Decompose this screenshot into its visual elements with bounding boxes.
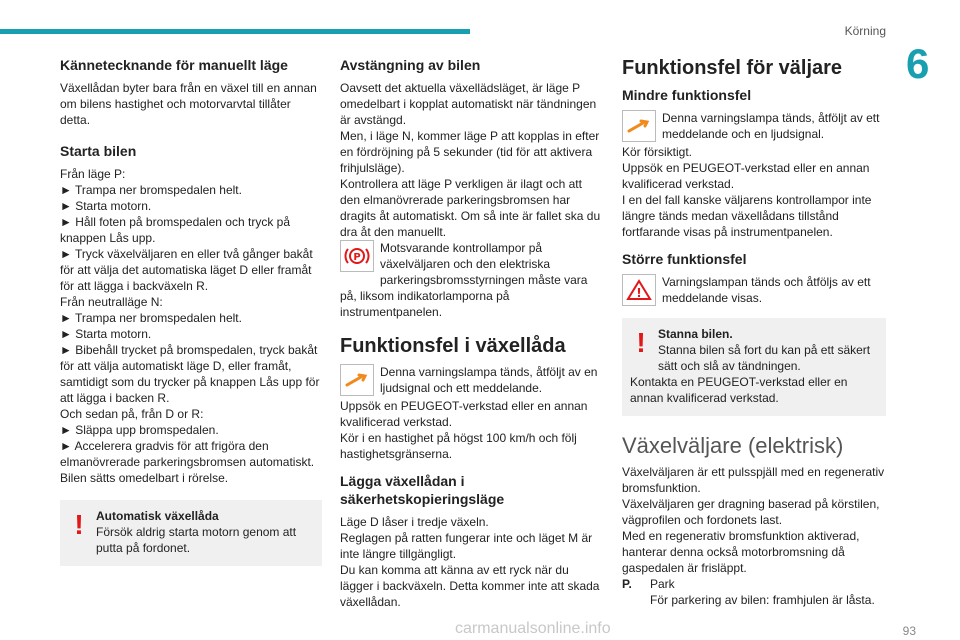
heading-gearbox-fault: Funktionsfel i växellåda (340, 335, 566, 357)
start-line: ► Starta motorn. (60, 199, 152, 213)
note-text-2: Kontakta en PEUGEOT-verkstad eller en annan kvalificerad verkstad. (630, 375, 848, 405)
paragraph-lamps: Motsvarande kontrollampor på växelväljaren och den elektriska parkeringsbromsstyrningen måste vara på, liksom indikatorlamporna på instrumentpanelen. (340, 241, 588, 319)
definition-key: P. (622, 577, 632, 591)
start-line: ► Tryck växelväljaren en eller två gånger bakåt för att välja det automatiska läget D eller framåt för att lägga i backväxeln R. (60, 247, 313, 293)
safe-line: Reglagen på ratten fungerar inte och läget M är inte längre tillgängligt. (340, 531, 593, 561)
heading-major-fault: Större funktionsfel (622, 251, 747, 267)
note-text: Stanna bilen så fort du kan på ett säkert sätt och slå av tändningen. (658, 343, 871, 373)
safe-line: Du kan komma att känna av ett ryck när du lägger i backväxeln. Detta kommer inte att skada växellådan. (340, 563, 600, 609)
off-line: Oavsett det aktuella växellädsläget, är läge P omedelbart i kopplat automatiskt när tändningen är avstängd. (340, 81, 597, 127)
warning-triangle-icon (622, 274, 656, 306)
warning-note-stop (622, 318, 886, 416)
fault-line: Uppsök en PEUGEOT-verkstad eller en annan kvalificerad verkstad. (340, 399, 588, 429)
fault-line: Kör i en hastighet på högst 100 km/h och följ hastighetsgränserna. (340, 431, 577, 461)
exclamation-icon: ! (74, 509, 84, 540)
paragraph-major-lamp: Varningslampan tänds och åtföljs av ett meddelande visas. (662, 275, 871, 305)
column-1 (60, 56, 322, 566)
heading-selector-fault: Funktionsfel för väljare (622, 57, 843, 79)
column-2 (340, 56, 604, 610)
column-3 (622, 56, 886, 608)
start-line: ► Trampa ner bromspedalen helt. (60, 183, 242, 197)
minor-line: Uppsök en PEUGEOT-verkstad eller en annan kvalificerad verkstad. (622, 161, 870, 191)
note-title: Stanna bilen. (658, 327, 733, 341)
electric-line: Med en regenerativ bromsfunktion aktiverad, hanterar denna också motorbromsning då gaspedalen är frisläppt. (622, 529, 860, 575)
heading-manual-mode: Kännetecknande för manuellt läge (60, 57, 288, 73)
page-number: 93 (902, 624, 916, 638)
svg-text:!: ! (636, 286, 642, 300)
note-text: Försök aldrig starta motorn genom att putta på fordonet. (96, 525, 297, 555)
electric-line: Växelväljaren är ett pulsspjäll med en regenerativ bromsfunktion. (622, 465, 885, 495)
section-title: Körning (844, 24, 886, 38)
start-line: ► Accelerera gradvis för att frigöra den elmanövrerade parkeringsbromsen automatiskt. (60, 439, 315, 469)
watermark: carmanualsonline.info (455, 620, 611, 637)
start-line: ► Håll foten på bromspedalen och tryck på knappen Lås upp. (60, 215, 290, 245)
heading-electric-selector: Växelväljare (elektrisk) (622, 433, 844, 458)
start-line: ► Bibehåll trycket på bromspedalen, tryck bakåt för att välja automatiskt läge D, eller framåt, samtidigt som du trycker på knappen Lås upp för att lägga i backen R. (60, 343, 320, 405)
start-line: Bilen sätts omedelbart i rörelse. (60, 471, 229, 485)
wrench-icon (622, 110, 656, 142)
wrench-icon (340, 364, 374, 396)
heading-safe-mode: Lägga växellådan i säkerhetskopieringsläge (340, 473, 505, 507)
start-line: Från neutralläge N: (60, 295, 163, 309)
heading-start-car: Starta bilen (60, 143, 137, 159)
definition-park (622, 576, 886, 608)
paragraph-fault-lamp: Denna varningslampa tänds, åtföljt av en ljudsignal och ett meddelande. (380, 365, 598, 395)
heading-switch-off: Avstängning av bilen (340, 57, 481, 73)
chapter-number: 6 (906, 40, 930, 87)
start-line: ► Trampa ner bromspedalen helt. (60, 311, 242, 325)
start-line: ► Starta motorn. (60, 327, 152, 341)
minor-line: I en del fall kanske väljarens kontrollampor inte längre tänds medan växellådans tillstånd fortfarande visas på instrumentpanelen. (622, 193, 872, 239)
svg-text:P: P (353, 252, 361, 263)
warning-note-automatic (60, 500, 322, 566)
header-accent-bar (0, 29, 470, 34)
parking-brake-warning-icon (340, 240, 374, 272)
start-line: Och sedan på, från D or R: (60, 407, 204, 421)
safe-line: Läge D låser i tredje växeln. (340, 515, 489, 529)
off-line: Men, i läge N, kommer läge P att kopplas in efter en fördröjning på 5 sekunder (tid för att aktivera frihjulsläge). (340, 129, 600, 175)
electric-line: Växelväljaren ger dragning baserad på körstilen, vägprofilen och fordonets last. (622, 497, 880, 527)
start-line: Från läge P: (60, 167, 126, 181)
exclamation-icon: ! (636, 327, 646, 358)
heading-minor-fault: Mindre funktionsfel (622, 87, 752, 103)
minor-line: Kör försiktigt. (622, 145, 693, 159)
definition-term: Park (650, 577, 675, 591)
note-title: Automatisk växellåda (96, 509, 219, 523)
start-line: ► Släppa upp bromspedalen. (60, 423, 219, 437)
paragraph-manual-mode: Växellådan byter bara från en växel till en annan om bilens hastighet och motorvarvtal tillåter detta. (60, 81, 317, 127)
off-line: Kontrollera att läge P verkligen är ilagt och att den elmanövrerade parkeringsbromsen har dragits åt automatiskt. Om så inte är fallet ska du dra åt den manuellt. (340, 177, 601, 239)
definition-desc: För parkering av bilen: framhjulen är låsta. (650, 593, 875, 607)
paragraph-minor-lamp: Denna varningslampa tänds, åtföljt av ett meddelande och en ljudsignal. (662, 111, 880, 141)
